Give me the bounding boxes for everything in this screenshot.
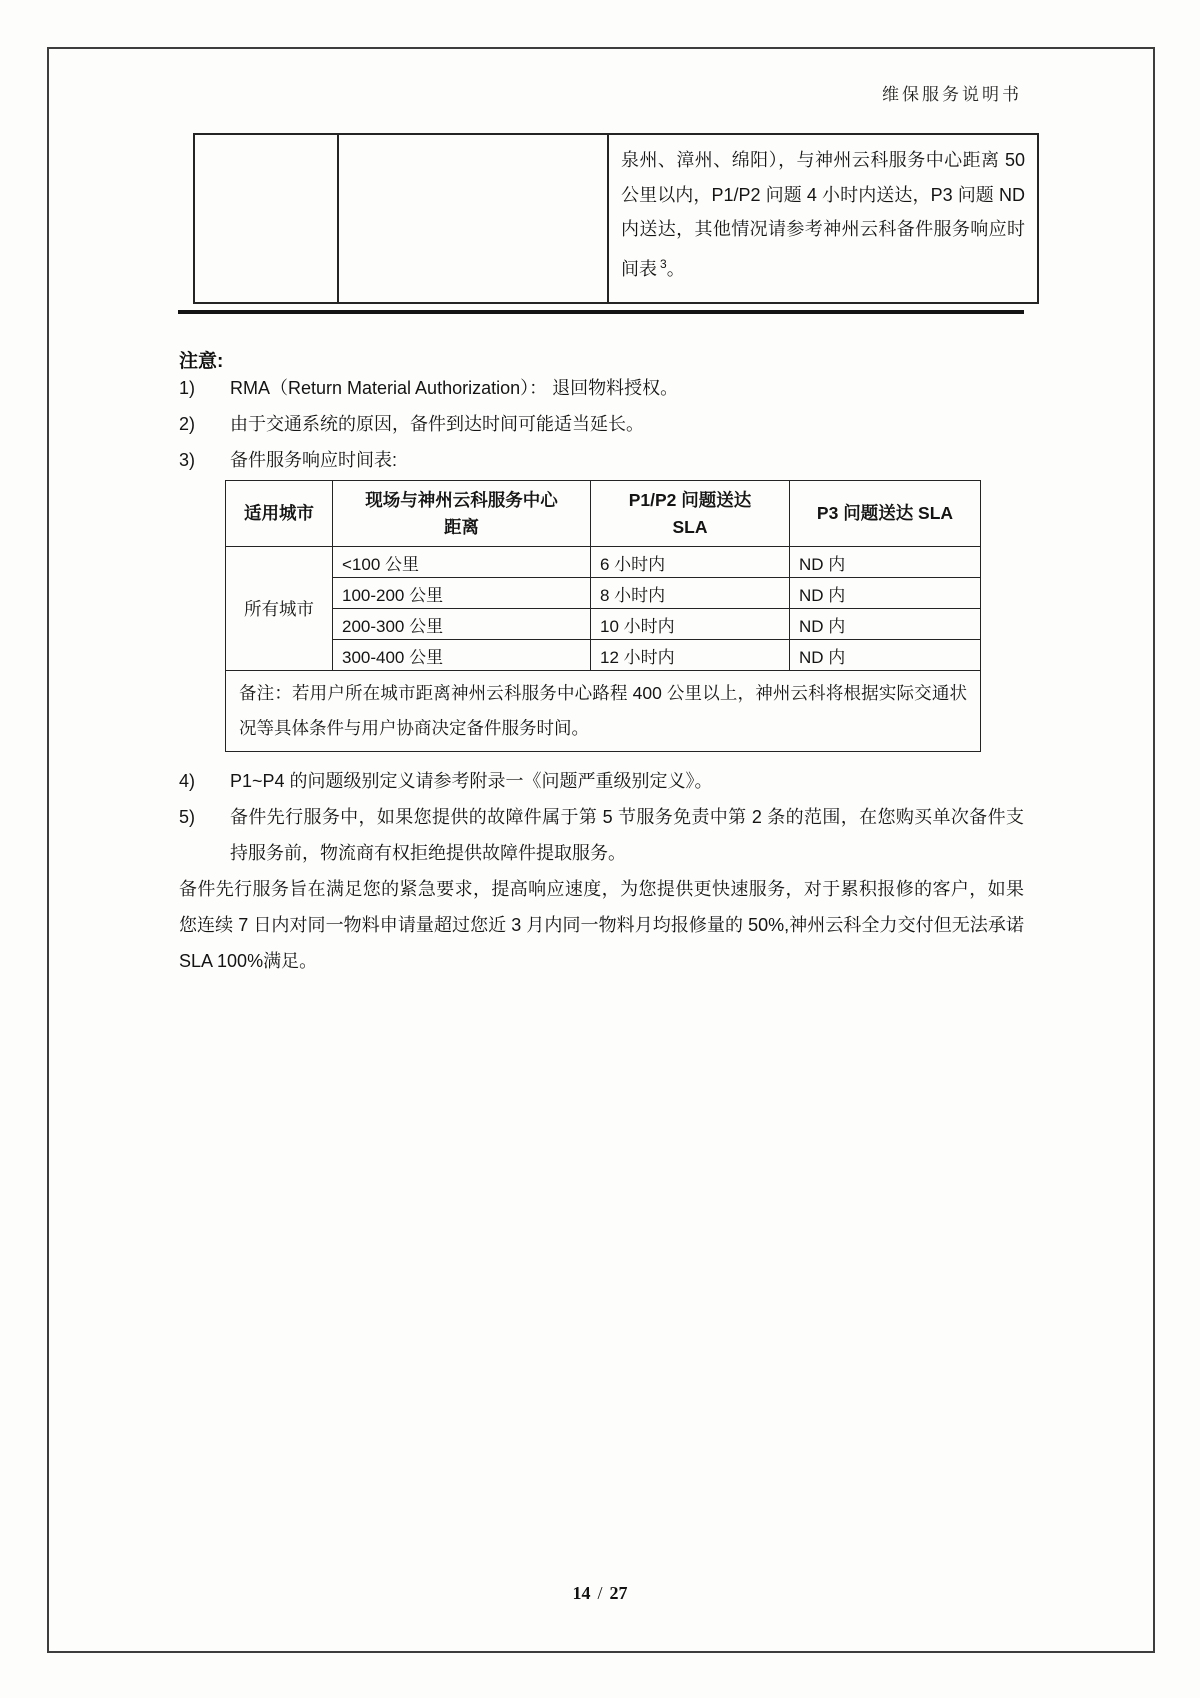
table-end-divider <box>178 310 1024 314</box>
list-item-number: 5) <box>179 807 196 827</box>
list-item <box>179 799 1024 871</box>
list-item <box>179 406 1024 442</box>
city-cell: 所有城市 <box>226 547 333 671</box>
page-separator: / <box>597 1583 603 1603</box>
total-page-count: 27 <box>609 1583 628 1603</box>
distance-cell: 300-400 公里 <box>333 640 591 671</box>
header-distance-line2: 距离 <box>444 516 479 537</box>
p3-sla-cell: ND 内 <box>790 578 981 609</box>
list-item <box>179 763 1024 799</box>
table-row <box>226 547 981 578</box>
header-p1p2-line1: P1/P2 问题送达 <box>628 489 752 510</box>
list-item-text: 由于交通系统的原因，备件到达时间可能适当延长。 <box>230 414 644 434</box>
header-distance <box>333 481 591 547</box>
table-row <box>226 609 981 640</box>
sla-response-time-table <box>225 480 981 752</box>
list-item-text: P1~P4 的问题级别定义请参考附录一《问题严重级别定义》。 <box>230 771 713 791</box>
header-p1p2-sla <box>591 481 790 547</box>
delivery-terms-cell <box>608 134 1038 303</box>
list-item-text: 备件服务响应时间表: <box>230 450 398 470</box>
page-footer <box>0 1583 1200 1604</box>
list-item-number: 4) <box>179 771 196 791</box>
notice-list-bottom <box>179 763 1024 871</box>
table-header-row <box>226 481 981 547</box>
list-item-number: 1) <box>179 378 196 398</box>
list-item-number: 3) <box>179 450 196 470</box>
empty-cell <box>194 134 338 303</box>
list-item-text: 备件先行服务中，如果您提供的故障件属于第 5 节服务免责中第 2 条的范围，在您购买单次备件支持服务前，物流商有权拒绝提供故障件提取服务。 <box>230 807 1024 863</box>
table-row <box>226 640 981 671</box>
p1p2-sla-cell: 10 小时内 <box>591 609 790 640</box>
table-note-row <box>226 671 981 752</box>
p3-sla-cell: ND 内 <box>790 640 981 671</box>
delivery-terms-text: 泉州、漳州、绵阳），与神州云科服务中心距离 50 公里以内，P1/P2 问题 4 小时内送达，P3 问题 ND 内送达，其他情况请参考神州云科备件服务响应时间表 <box>621 150 1025 279</box>
empty-cell <box>338 134 608 303</box>
list-item <box>179 370 1024 406</box>
continued-spare-parts-table <box>193 133 1039 304</box>
distance-cell: 200-300 公里 <box>333 609 591 640</box>
footnote-reference: 3 <box>660 256 667 271</box>
notice-heading: 注意: <box>179 351 224 372</box>
p1p2-sla-cell: 12 小时内 <box>591 640 790 671</box>
header-p3-sla: P3 问题送达 SLA <box>790 481 981 547</box>
distance-cell: 100-200 公里 <box>333 578 591 609</box>
notice-list-top <box>179 370 1024 478</box>
list-item-number: 2) <box>179 414 196 434</box>
current-page-number: 14 <box>572 1583 591 1603</box>
p1p2-sla-cell: 6 小时内 <box>591 547 790 578</box>
table-note: 备注：若用户所在城市距离神州云科服务中心路程 400 公里以上，神州云科将根据实际交通状况等具体条件与用户协商决定备件服务时间。 <box>226 671 981 752</box>
header-p1p2-line2: SLA <box>672 516 708 537</box>
page-header-title: 维保服务说明书 <box>882 85 1022 104</box>
header-distance-line1: 现场与神州云科服务中心 <box>365 489 558 510</box>
table-row <box>194 134 1038 303</box>
distance-cell: <100 公里 <box>333 547 591 578</box>
list-item <box>179 442 1024 478</box>
p3-sla-cell: ND 内 <box>790 609 981 640</box>
table-row <box>226 578 981 609</box>
p3-sla-cell: ND 内 <box>790 547 981 578</box>
closing-paragraph: 备件先行服务旨在满足您的紧急要求，提高响应速度，为您提供更快速服务，对于累积报修的客户，如果您连续 7 日内对同一物料申请量超过您近 3 月内同一物料月均报修量的 50%,神州云科全力交付但无法承诺 SLA 100%满足。 <box>179 879 1024 971</box>
p1p2-sla-cell: 8 小时内 <box>591 578 790 609</box>
sentence-period: 。 <box>666 258 685 279</box>
header-city: 适用城市 <box>226 481 333 547</box>
list-item-text: RMA（Return Material Authorization）： 退回物料授权。 <box>230 378 679 398</box>
